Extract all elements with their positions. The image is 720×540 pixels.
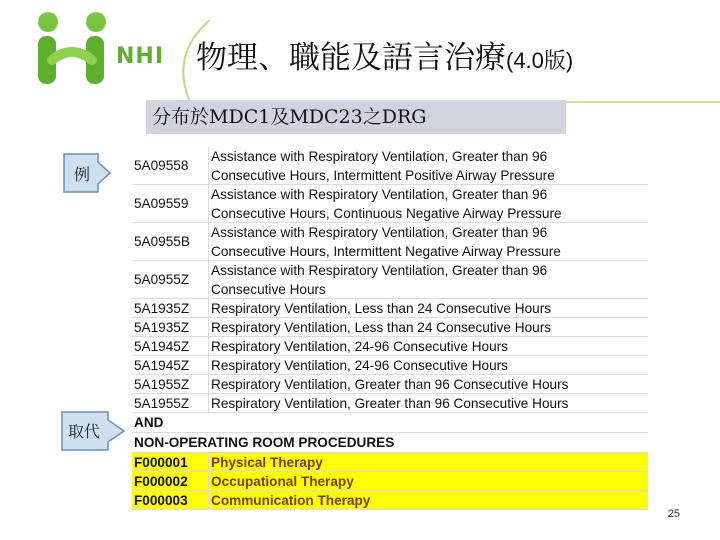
procedure-table bbox=[132, 147, 648, 510]
table-row bbox=[132, 394, 648, 413]
procedure-description: Assistance with Respiratory Ventilation, Greater than 96 Consecutive Hours bbox=[208, 261, 648, 298]
procedure-code: 5A1955Z bbox=[134, 376, 190, 392]
procedure-code: 5A09559 bbox=[134, 196, 189, 211]
therapy-code: F000002 bbox=[134, 473, 188, 489]
procedure-description: Assistance with Respiratory Ventilation, Greater than 96 Consecutive Hours, Intermittent Positive Airway Pressure bbox=[208, 147, 648, 184]
procedure-code: 5A1945Z bbox=[134, 357, 190, 373]
table-row bbox=[132, 337, 648, 356]
procedure-description: Assistance with Respiratory Ventilation, Greater than 96 Consecutive Hours, Continuous Negative Airway Pressure bbox=[208, 185, 648, 222]
procedure-description: Respiratory Ventilation, Less than 24 Consecutive Hours bbox=[208, 299, 648, 317]
replace-callout-label: 取代 bbox=[67, 422, 100, 441]
procedure-description: Assistance with Respiratory Ventilation, Greater than 96 Consecutive Hours, Intermittent Negative Airway Pressure bbox=[208, 223, 648, 260]
therapy-description: Physical Therapy bbox=[208, 453, 648, 471]
procedure-description: Respiratory Ventilation, 24-96 Consecutive Hours bbox=[208, 356, 648, 374]
therapy-code: F000001 bbox=[134, 454, 188, 470]
procedure-code: 5A1945Z bbox=[134, 338, 190, 354]
table-row bbox=[132, 185, 648, 223]
procedure-description: Respiratory Ventilation, Greater than 96 Consecutive Hours bbox=[208, 375, 648, 393]
table-row bbox=[132, 147, 648, 185]
table-row bbox=[132, 318, 648, 337]
procedure-description: Respiratory Ventilation, Greater than 96 Consecutive Hours bbox=[208, 394, 648, 412]
highlight-row bbox=[132, 453, 648, 472]
procedure-code: 5A1935Z bbox=[134, 319, 190, 335]
subtitle-banner: 分布於MDC1及MDC23之DRG bbox=[146, 100, 566, 134]
procedure-code: 5A0955Z bbox=[134, 272, 190, 287]
and-label: AND bbox=[134, 415, 164, 430]
table-row bbox=[132, 261, 648, 299]
therapy-code: F000003 bbox=[134, 492, 188, 508]
therapy-description: Occupational Therapy bbox=[208, 472, 648, 490]
example-callout-label: 例 bbox=[73, 165, 90, 184]
non-or-label: NON-OPERATING ROOM PROCEDURES bbox=[134, 435, 395, 450]
non-or-row bbox=[132, 433, 648, 453]
procedure-code: 5A1955Z bbox=[134, 395, 190, 411]
logo-text: NHI bbox=[116, 44, 165, 69]
title-version: (4.0版) bbox=[506, 48, 574, 73]
highlight-row bbox=[132, 472, 648, 491]
highlight-row bbox=[132, 491, 648, 510]
table-row bbox=[132, 375, 648, 394]
procedure-code: 5A0955B bbox=[134, 234, 190, 249]
table-row bbox=[132, 299, 648, 318]
page-title: 物理、職能及語言治療(4.0版) bbox=[196, 40, 574, 76]
therapy-description: Communication Therapy bbox=[208, 491, 648, 509]
table-row bbox=[132, 223, 648, 261]
procedure-code: 5A09558 bbox=[134, 158, 189, 173]
procedure-code: 5A1935Z bbox=[134, 300, 190, 316]
procedure-description: Respiratory Ventilation, Less than 24 Consecutive Hours bbox=[208, 318, 648, 336]
table-row bbox=[132, 356, 648, 375]
page-number: 25 bbox=[667, 508, 680, 520]
and-row bbox=[132, 413, 648, 433]
procedure-description: Respiratory Ventilation, 24-96 Consecutive Hours bbox=[208, 337, 648, 355]
